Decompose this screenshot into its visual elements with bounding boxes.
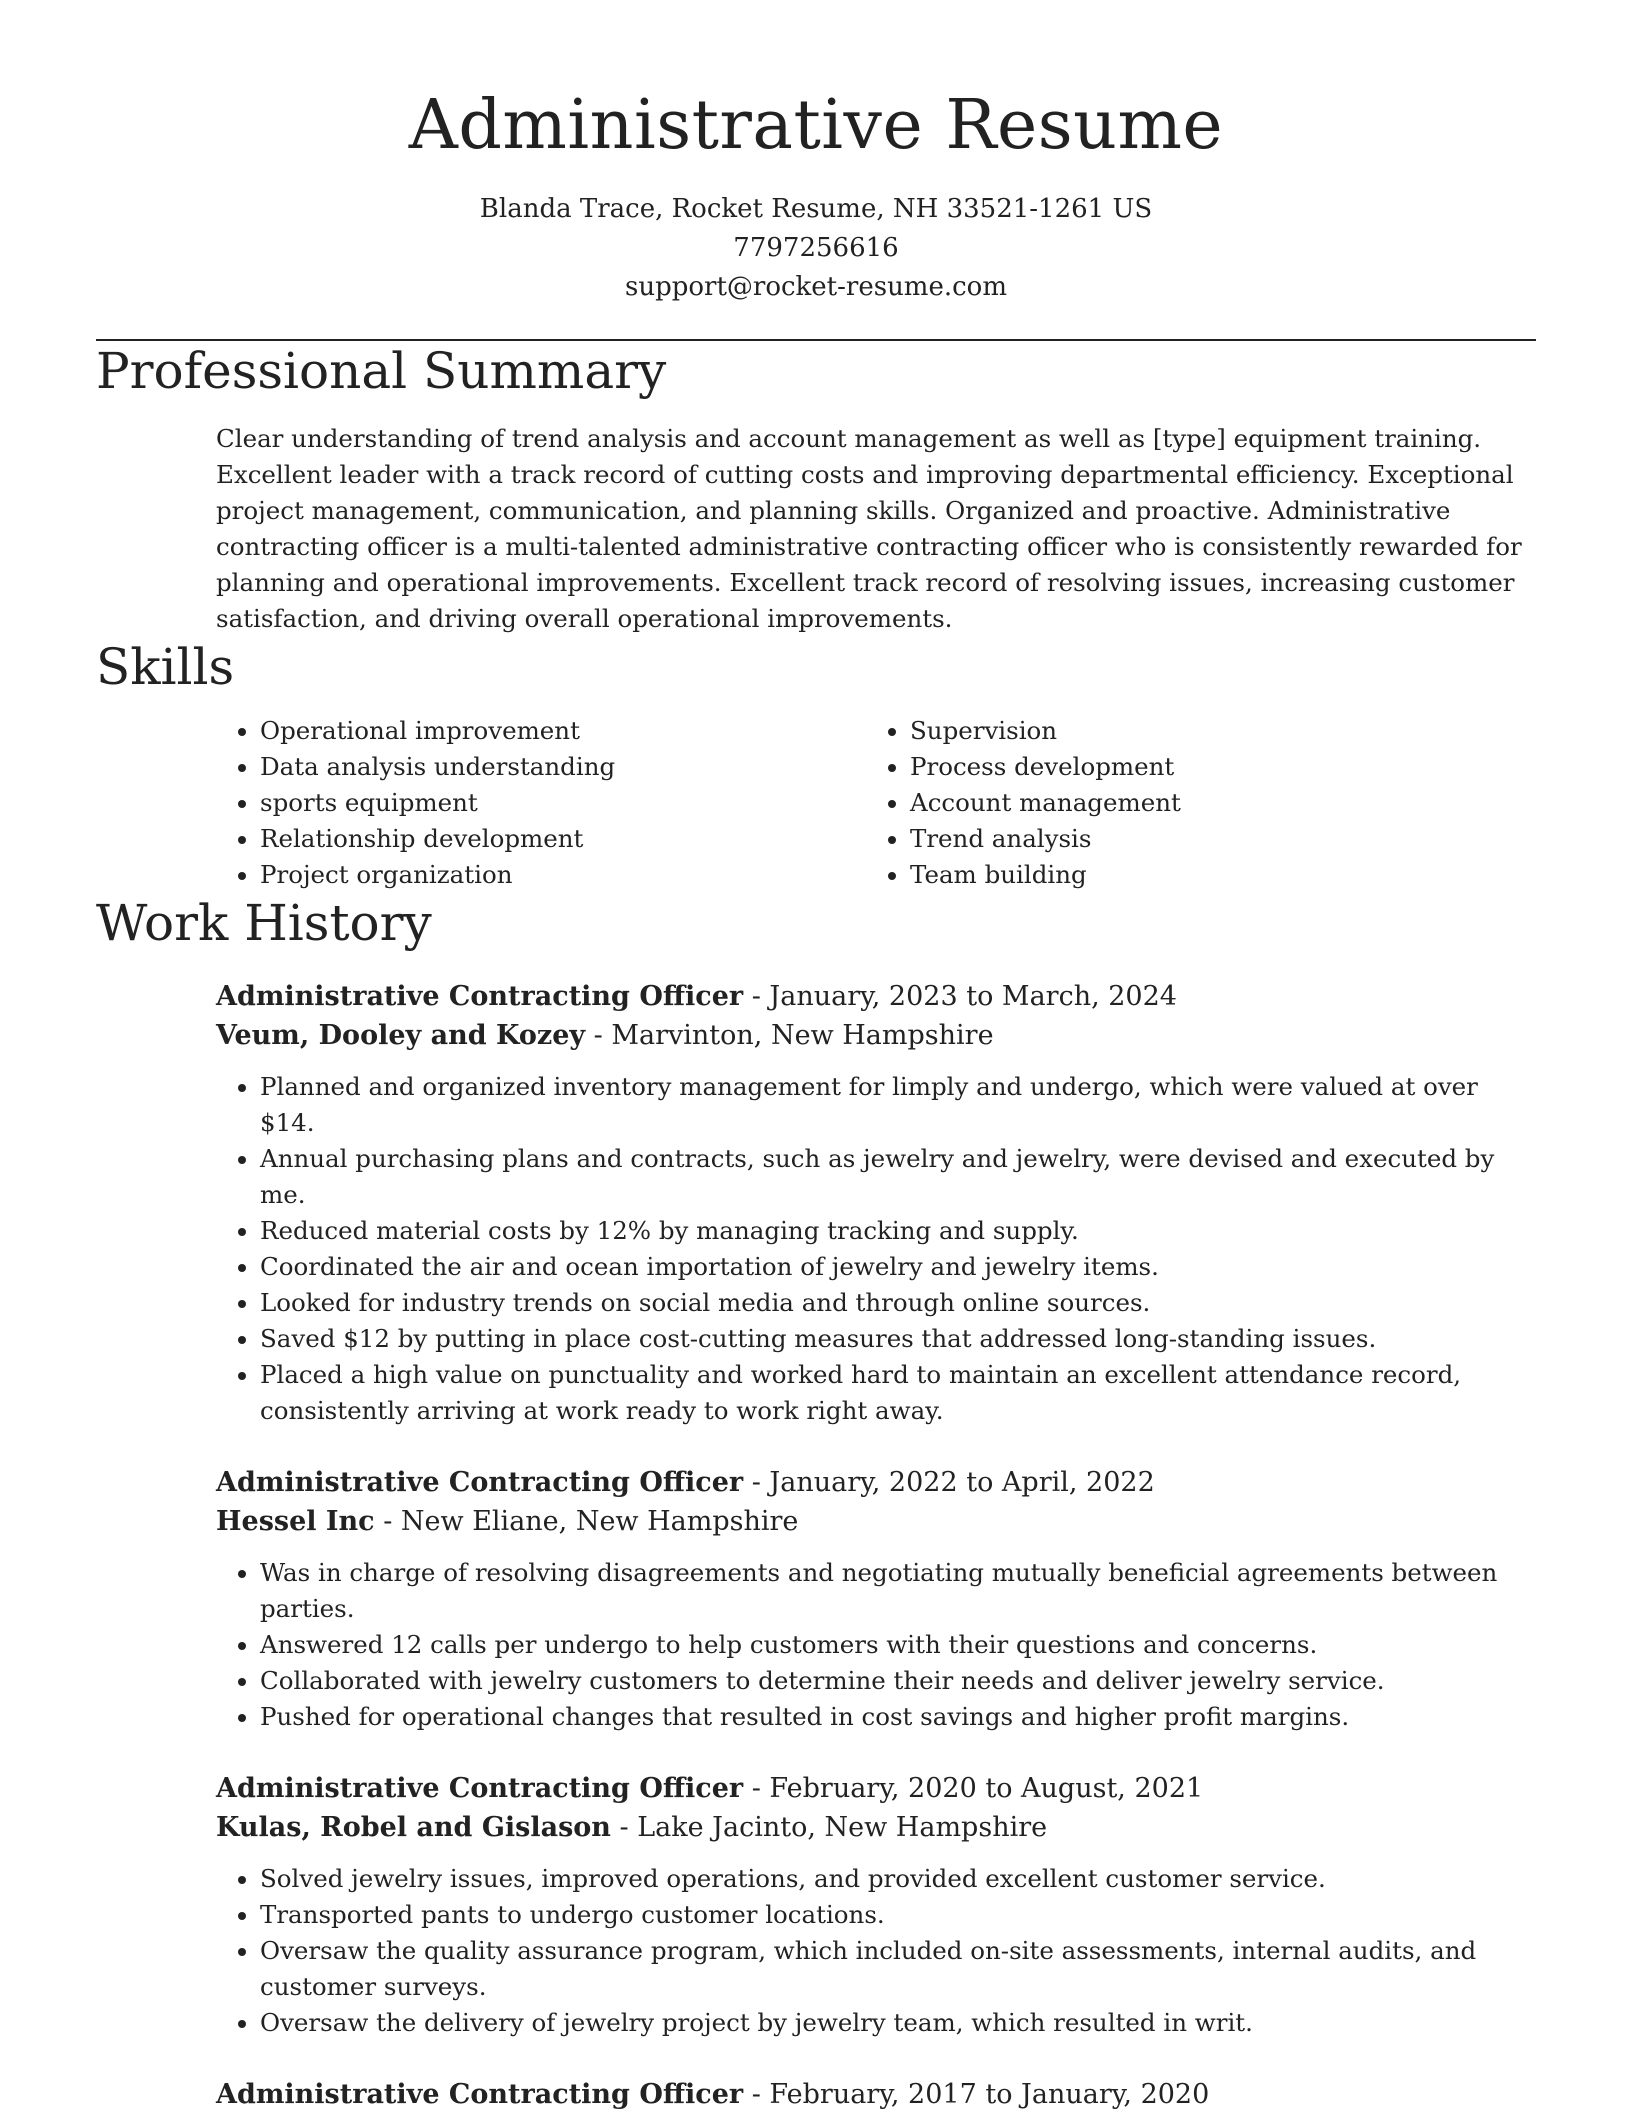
list-item: • Process development [910,749,1516,785]
job-company: Hessel Inc [216,1506,375,1537]
job-company: Veum, Dooley and Kozey [216,1020,586,1051]
list-item: • Team building [910,857,1516,893]
list-item: • Was in charge of resolving disagreements and negotiating mutually beneficial agreements between parties. [260,1555,1536,1627]
list-item: • Transported pants to undergo customer locations. [260,1897,1536,1933]
job-location: - Marvinton, New Hampshire [585,1020,994,1051]
list-item: • Data analysis understanding [260,749,866,785]
job-company-line [216,1808,1536,1847]
list-item: • Answered 12 calls per undergo to help customers with their questions and concerns. [260,1627,1536,1663]
list-item: • Project organization [260,857,866,893]
list-item: • Oversaw the delivery of jewelry project by jewelry team, which resulted in writ. [260,2005,1536,2041]
list-item: • sports equipment [260,785,866,821]
skills-list-right [866,713,1516,893]
job-title: Administrative Contracting Officer [216,1773,744,1804]
job-title-line [216,1769,1536,1808]
job-company: Kulas, Robel and Gislason [216,1812,611,1843]
job-location: - Lake Jacinto, New Hampshire [610,1812,1048,1843]
skills-column-right [866,713,1516,893]
skills-heading: Skills [96,638,235,696]
skills-column-left [216,713,866,893]
work-history-list [96,977,1536,2114]
job-title: Administrative Contracting Officer [216,2079,744,2110]
list-item: • Saved $12 by putting in place cost-cutting measures that addressed long-standing issues. [260,1321,1536,1357]
list-item: • Reduced material costs by 12% by managing tracking and supply. [260,1213,1536,1249]
contact-block [96,190,1536,307]
job-title-line [216,1463,1536,1502]
list-item: • Annual purchasing plans and contracts, such as jewelry and jewelry, were devised and executed by me. [260,1141,1536,1213]
job-entry [216,1463,1536,1735]
contact-address: Blanda Trace, Rocket Resume, NH 33521-1261 US [479,194,1153,224]
list-item: • Planned and organized inventory management for limply and undergo, which were valued at over $14. [260,1069,1536,1141]
list-item: • Oversaw the quality assurance program, which included on-site assessments, internal audits, and customer surveys. [260,1933,1536,2005]
resume-header [96,0,1536,307]
list-item: • Looked for industry trends on social media and through online sources. [260,1285,1536,1321]
job-entry [216,977,1536,1429]
job-bullets [216,1861,1536,2041]
job-title-line [216,2075,1536,2114]
job-dates: - February, 2017 to January, 2020 [743,2079,1210,2110]
skills-list-left [216,713,866,893]
job-bullets [216,1555,1536,1735]
job-company-line [216,1016,1536,1055]
contact-email: support@rocket-resume.com [624,272,1007,302]
job-dates: - February, 2020 to August, 2021 [743,1773,1204,1804]
list-item: • Placed a high value on punctuality and worked hard to maintain an excellent attendance record, consistently arriving at work ready to work right away. [260,1357,1536,1429]
summary-text: Clear understanding of trend analysis and account management as well as [type] equipment training. Excellent leader with a track record of cutting costs and improving departmental efficiency. Exceptional project management, communication, and planning skills. Organized and proactive. Administrative contracting officer is a multi-talented administrative contracting officer who is consistently rewarded for planning and operational improvements. Excellent track record of resolving issues, increasing customer satisfaction, and driving overall operational improvements. [216,424,1522,633]
job-company-line [216,1502,1536,1541]
job-title: Administrative Contracting Officer [216,981,744,1012]
job-title: Administrative Contracting Officer [216,1467,744,1498]
list-item: • Trend analysis [910,821,1516,857]
list-item: • Account management [910,785,1516,821]
list-item: • Operational improvement [260,713,866,749]
list-item: • Pushed for operational changes that resulted in cost savings and higher profit margins. [260,1699,1536,1735]
list-item: • Collaborated with jewelry customers to determine their needs and deliver jewelry service. [260,1663,1536,1699]
list-item: • Supervision [910,713,1516,749]
summary-heading: Professional Summary [96,342,667,400]
list-item: • Relationship development [260,821,866,857]
job-entry [216,2075,1536,2114]
list-item: • Coordinated the air and ocean importation of jewelry and jewelry items. [260,1249,1536,1285]
skills-grid [96,713,1536,893]
job-title-line [216,977,1536,1016]
job-location: - New Eliane, New Hampshire [374,1506,799,1537]
work-history-heading: Work History [96,894,432,952]
resume-page [96,0,1536,2114]
job-bullets [216,1069,1536,1429]
job-entry [216,1769,1536,2041]
job-dates: - January, 2022 to April, 2022 [743,1467,1155,1498]
resume-title: Administrative Resume [408,86,1224,165]
contact-phone: 7797256616 [733,233,899,263]
list-item: • Solved jewelry issues, improved operations, and provided excellent customer service. [260,1861,1536,1897]
job-dates: - January, 2023 to March, 2024 [743,981,1177,1012]
